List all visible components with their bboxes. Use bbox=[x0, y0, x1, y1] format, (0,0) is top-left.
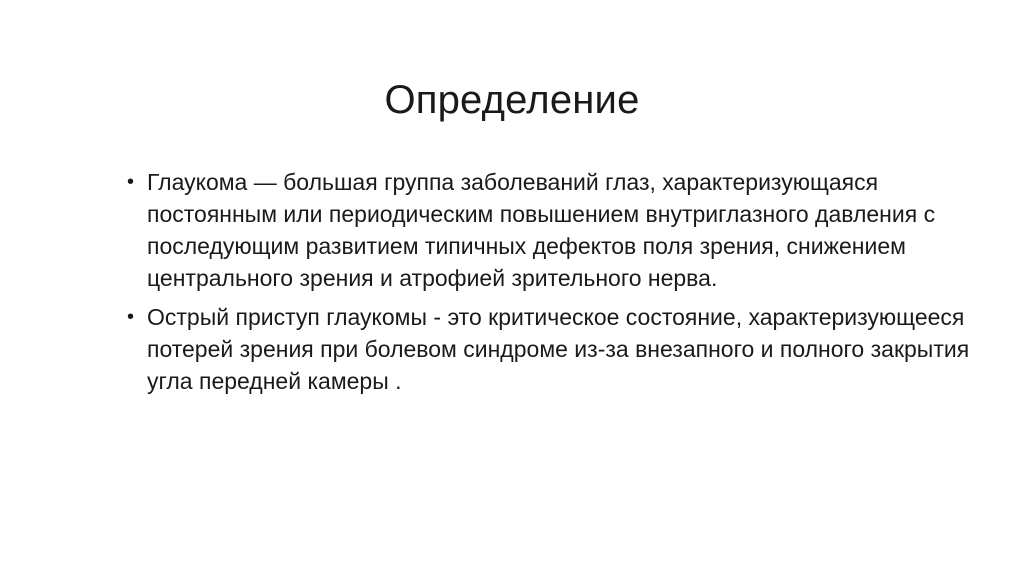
bullet-item-glaucoma-definition bbox=[125, 166, 1005, 294]
bullet-list bbox=[125, 166, 1005, 404]
slide-title: Определение bbox=[384, 78, 640, 122]
bullet-marker: • bbox=[127, 306, 135, 328]
bullet-text: Глаукома — большая группа заболеваний глаз, характеризующаяся постоянным или периодическим повышением внутриглазного давления с последующим развитием типичных дефектов поля зрения, снижением центрального зрения и атрофией зрительного нерва. bbox=[147, 169, 936, 291]
bullet-marker: • bbox=[127, 171, 135, 193]
bullet-item-acute-attack bbox=[125, 301, 1005, 397]
bullet-text: Острый приступ глаукомы - это критическое состояние, характеризующееся потерей зрения при болевом синдроме из-за внезапного и полного закрытия угла передней камеры . bbox=[147, 304, 970, 394]
